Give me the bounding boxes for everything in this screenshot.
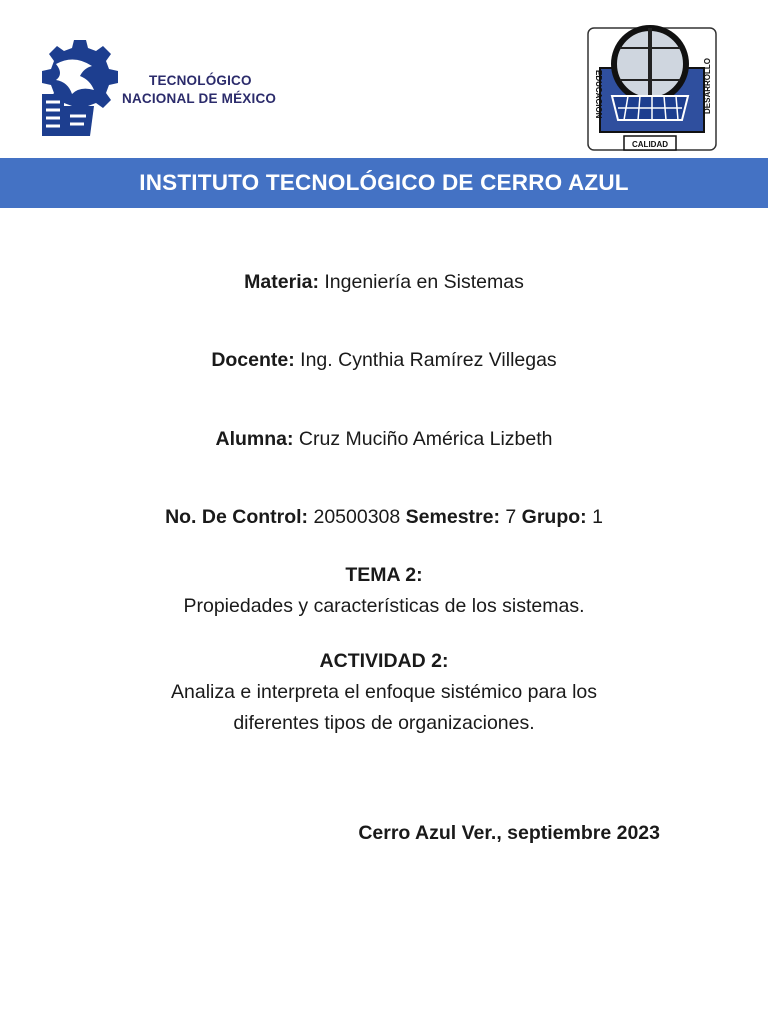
control-value: 20500308	[313, 506, 401, 528]
actividad-heading: ACTIVIDAD 2:	[319, 650, 449, 672]
institute-banner	[0, 158, 768, 208]
seal-word-educacion: EDUCACION	[594, 70, 603, 119]
actividad-text-line-2: diferentes tipos de organizaciones.	[233, 712, 535, 734]
semestre-label: Semestre:	[405, 506, 500, 528]
alumna-label: Alumna:	[215, 428, 294, 450]
materia-label: Materia:	[244, 271, 319, 293]
tecnm-logo-wordmark	[122, 72, 276, 108]
control-label: No. De Control:	[165, 506, 309, 528]
tecnm-logo	[34, 36, 284, 146]
tecnm-logo-line-2: NACIONAL DE MÉXICO	[122, 91, 277, 106]
alumna-value: Cruz Muciño América Lizbeth	[298, 428, 553, 450]
actividad-section	[0, 646, 768, 739]
materia-value: Ingeniería en Sistemas	[324, 271, 524, 293]
grupo-value: 1	[592, 506, 603, 528]
semestre-value: 7	[505, 506, 517, 528]
itca-seal-logo	[584, 24, 720, 154]
actividad-text-line-1: Analiza e interpreta el enfoque sistémico para los	[171, 681, 597, 703]
tema-text: Propiedades y características de los sistemas.	[183, 595, 585, 617]
materia-line	[0, 267, 768, 297]
tecnm-gear-emblem-icon	[34, 36, 120, 140]
seal-word-calidad: CALIDAD	[632, 140, 668, 149]
alumna-line	[0, 424, 768, 454]
control-line	[0, 502, 768, 532]
tema-heading: TEMA 2:	[345, 564, 423, 586]
grupo-label: Grupo:	[521, 506, 587, 528]
itca-seal-icon	[584, 24, 720, 154]
place-date: Cerro Azul Ver., septiembre 2023	[358, 822, 660, 844]
seal-word-desarrollo: DESARROLLO	[703, 58, 712, 114]
docente-label: Docente:	[211, 349, 295, 371]
docente-line	[0, 345, 768, 375]
docente-value: Ing. Cynthia Ramírez Villegas	[300, 349, 557, 371]
tecnm-logo-line-1: TECNOLÓGICO	[149, 73, 252, 88]
tema-section	[0, 560, 768, 622]
banner-title: INSTITUTO TECNOLÓGICO DE CERRO AZUL	[139, 170, 629, 195]
